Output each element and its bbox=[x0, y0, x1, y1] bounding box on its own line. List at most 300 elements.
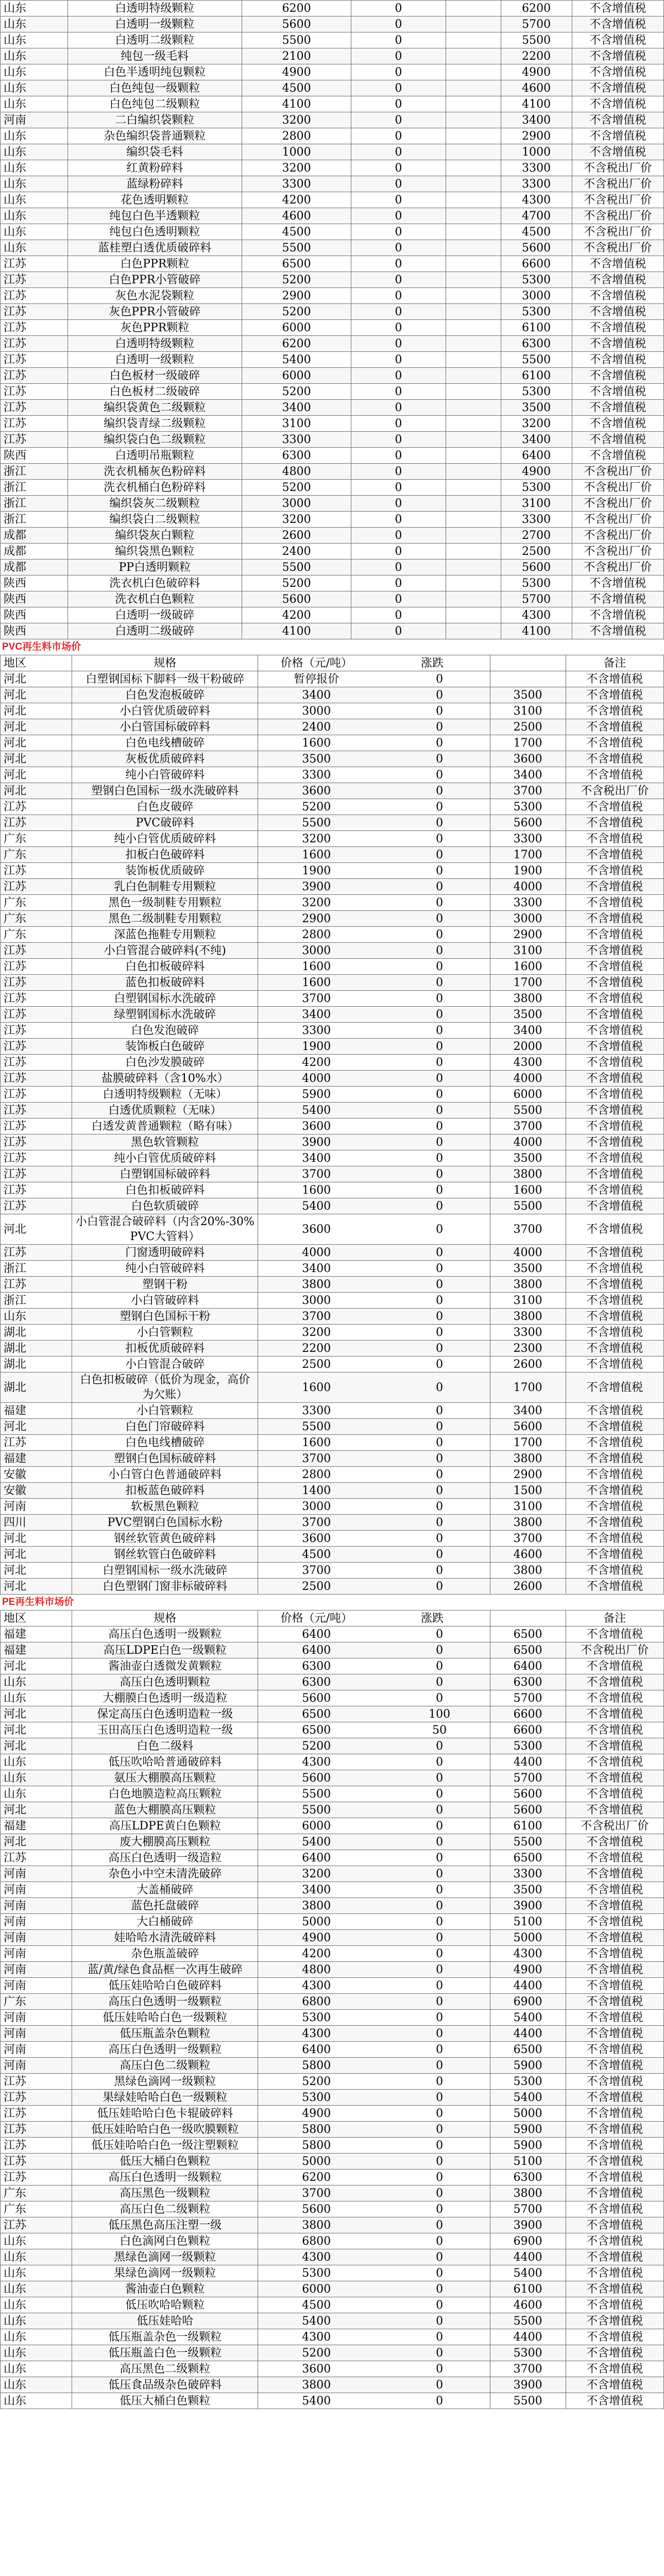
table-row bbox=[1, 144, 664, 160]
column-header-change: 涨跌 bbox=[374, 655, 490, 671]
cell-change: 0 bbox=[389, 1071, 490, 1087]
cell-note: 不含税出厂价 bbox=[572, 528, 663, 544]
cell-region: 河南 bbox=[1, 1898, 72, 1914]
cell-spec: 白透优质颗粒（无味） bbox=[72, 1103, 258, 1118]
cell-low-price: 3400 bbox=[258, 1882, 374, 1898]
cell-region: 江苏 bbox=[1, 400, 68, 416]
table-row bbox=[1, 1055, 664, 1071]
cell-region: 江苏 bbox=[1, 1850, 72, 1866]
cell-spec: 高压白色二级颗粒 bbox=[72, 2058, 258, 2074]
table-row bbox=[1, 2106, 664, 2122]
cell-change: 0 bbox=[389, 1483, 490, 1499]
cell-note: 不含增值税 bbox=[566, 2074, 663, 2090]
cell-gap bbox=[374, 1579, 389, 1595]
cell-low-price: 2600 bbox=[242, 528, 351, 544]
cell-spacer bbox=[446, 192, 501, 208]
cell-note: 不含增值税 bbox=[566, 1914, 663, 1930]
cell-spacer bbox=[446, 336, 501, 352]
table-row bbox=[1, 128, 664, 144]
cell-low-price: 1600 bbox=[258, 847, 374, 863]
table-row bbox=[1, 1309, 664, 1325]
cell-low-price: 3700 bbox=[258, 1309, 374, 1325]
cell-high-price: 3100 bbox=[501, 496, 572, 512]
cell-gap bbox=[374, 1499, 389, 1515]
cell-note: 不含增值税 bbox=[572, 1, 663, 16]
cell-change: 0 bbox=[389, 1245, 490, 1261]
cell-note: 不含税出厂价 bbox=[572, 224, 663, 240]
cell-high-price: 4900 bbox=[501, 64, 572, 80]
cell-change: 0 bbox=[389, 719, 490, 735]
cell-high-price: 6500 bbox=[490, 1626, 566, 1642]
cell-low-price: 3200 bbox=[258, 1325, 374, 1341]
cell-change: 0 bbox=[389, 2329, 490, 2345]
cell-note: 不含增值税 bbox=[572, 96, 663, 112]
table-row bbox=[1, 528, 664, 544]
cell-region: 广东 bbox=[1, 831, 72, 847]
cell-change: 0 bbox=[351, 544, 446, 560]
cell-low-price: 1600 bbox=[258, 735, 374, 751]
cell-region: 广东 bbox=[1, 895, 72, 911]
table-row bbox=[1, 1994, 664, 2010]
cell-spec: PP白透明颗粒 bbox=[67, 560, 242, 575]
cell-high-price: 5300 bbox=[501, 272, 572, 288]
cell-gap bbox=[374, 1882, 389, 1898]
cell-spec: 玉田高压白色透明造粒一级 bbox=[72, 1722, 258, 1738]
cell-spec: 低压食品级杂色破碎料 bbox=[72, 2377, 258, 2393]
cell-change: 0 bbox=[389, 1579, 490, 1595]
cell-change: 0 bbox=[351, 80, 446, 96]
cell-change: 0 bbox=[351, 112, 446, 128]
table-row bbox=[1, 1372, 664, 1403]
table-row bbox=[1, 2233, 664, 2249]
cell-spacer bbox=[446, 144, 501, 160]
cell-gap bbox=[374, 2393, 389, 2409]
cell-gap bbox=[374, 1978, 389, 1994]
cell-gap bbox=[374, 1403, 389, 1419]
table-row bbox=[1, 304, 664, 320]
cell-note: 不含增值税 bbox=[566, 751, 663, 767]
cell-gap bbox=[374, 751, 389, 767]
cell-high-price: 4600 bbox=[501, 80, 572, 96]
cell-change: 0 bbox=[389, 927, 490, 943]
cell-region: 江苏 bbox=[1, 1055, 72, 1071]
cell-spec: 白透明一级颗粒 bbox=[67, 16, 242, 32]
cell-spec: 编织袋灰白颗粒 bbox=[67, 528, 242, 544]
cell-high-price bbox=[490, 671, 566, 687]
cell-low-price: 3200 bbox=[242, 160, 351, 176]
cell-change: 0 bbox=[389, 1898, 490, 1914]
cell-note: 不含增值税 bbox=[566, 1579, 663, 1595]
cell-change: 0 bbox=[351, 560, 446, 575]
cell-change: 0 bbox=[389, 1023, 490, 1039]
cell-gap bbox=[374, 2297, 389, 2313]
cell-spec: 纯小白管破碎料 bbox=[72, 767, 258, 783]
cell-high-price: 3900 bbox=[490, 2377, 566, 2393]
cell-region: 山东 bbox=[1, 2377, 72, 2393]
cell-note: 不含增值税 bbox=[566, 2154, 663, 2170]
cell-low-price: 3700 bbox=[258, 1563, 374, 1579]
cell-low-price: 4300 bbox=[258, 2026, 374, 2042]
cell-low-price: 5200 bbox=[242, 384, 351, 400]
cell-region: 河南 bbox=[1, 2042, 72, 2058]
cell-spacer bbox=[446, 480, 501, 496]
cell-spec: 白塑钢国标一级水洗破碎 bbox=[72, 1563, 258, 1579]
cell-spec: 钢丝软管黄色破碎料 bbox=[72, 1531, 258, 1547]
column-header-region: 地区 bbox=[1, 655, 72, 671]
cell-high-price: 6100 bbox=[490, 2281, 566, 2297]
cell-low-price: 3200 bbox=[258, 1866, 374, 1882]
cell-region: 江苏 bbox=[1, 256, 68, 272]
cell-note: 不含增值税 bbox=[572, 448, 663, 464]
cell-gap bbox=[374, 767, 389, 783]
cell-high-price: 5700 bbox=[490, 2201, 566, 2217]
cell-region: 山东 bbox=[1, 192, 68, 208]
cell-high-price: 5600 bbox=[490, 1419, 566, 1435]
cell-low-price: 4900 bbox=[258, 1930, 374, 1946]
cell-low-price: 5600 bbox=[242, 16, 351, 32]
cell-change: 0 bbox=[389, 783, 490, 799]
cell-region: 河北 bbox=[1, 1214, 72, 1245]
cell-gap bbox=[374, 1372, 389, 1403]
cell-high-price: 3800 bbox=[490, 1166, 566, 1182]
cell-gap bbox=[374, 1435, 389, 1451]
cell-high-price: 3400 bbox=[501, 432, 572, 448]
table-row bbox=[1, 1978, 664, 1994]
cell-note: 不含税出厂价 bbox=[572, 160, 663, 176]
table-row bbox=[1, 975, 664, 991]
pvc-section-title: PVC再生料市场价 bbox=[2, 641, 81, 652]
cell-region: 山东 bbox=[1, 80, 68, 96]
cell-spec: 白色PPR颗粒 bbox=[67, 256, 242, 272]
cell-low-price: 3200 bbox=[242, 512, 351, 528]
table-row bbox=[1, 400, 664, 416]
cell-region: 江苏 bbox=[1, 1087, 72, 1103]
table-row bbox=[1, 1451, 664, 1467]
cell-high-price: 6500 bbox=[490, 1850, 566, 1866]
cell-note: 不含增值税 bbox=[566, 1325, 663, 1341]
table-row bbox=[1, 512, 664, 528]
cell-spec: 灰板优质破碎料 bbox=[72, 751, 258, 767]
cell-region: 河南 bbox=[1, 1946, 72, 1962]
table-row bbox=[1, 1834, 664, 1850]
table-row bbox=[1, 2042, 664, 2058]
cell-gap bbox=[374, 1419, 389, 1435]
cell-low-price: 2400 bbox=[242, 544, 351, 560]
cell-low-price: 6200 bbox=[242, 1, 351, 16]
cell-note: 不含增值税 bbox=[566, 735, 663, 751]
cell-high-price: 6300 bbox=[501, 336, 572, 352]
cell-region: 江苏 bbox=[1, 799, 72, 815]
cell-change: 0 bbox=[351, 304, 446, 320]
cell-spec: 绿塑钢国标水洗破碎 bbox=[72, 1007, 258, 1023]
cell-low-price: 2900 bbox=[242, 288, 351, 304]
cell-gap bbox=[374, 703, 389, 719]
cell-change: 0 bbox=[351, 623, 446, 639]
cell-spec: 大盖桶破碎 bbox=[72, 1882, 258, 1898]
cell-gap bbox=[374, 959, 389, 975]
cell-region: 河北 bbox=[1, 1531, 72, 1547]
cell-low-price: 3700 bbox=[258, 1166, 374, 1182]
table-row bbox=[1, 2074, 664, 2090]
cell-gap bbox=[374, 2265, 389, 2281]
cell-change: 0 bbox=[389, 1770, 490, 1786]
cell-high-price: 5400 bbox=[490, 2010, 566, 2026]
cell-gap bbox=[374, 1325, 389, 1341]
cell-change: 0 bbox=[389, 1261, 490, 1277]
cell-region: 陕西 bbox=[1, 623, 68, 639]
cell-gap bbox=[374, 1626, 389, 1642]
cell-high-price: 6900 bbox=[490, 1994, 566, 2010]
cell-low-price: 3400 bbox=[258, 1261, 374, 1277]
table-row bbox=[1, 352, 664, 368]
cell-change: 0 bbox=[351, 400, 446, 416]
cell-note: 不含税出厂价 bbox=[572, 464, 663, 480]
cell-low-price: 4300 bbox=[258, 2249, 374, 2265]
cell-spec: 小白管白色普通破碎料 bbox=[72, 1467, 258, 1483]
table-row bbox=[1, 1419, 664, 1435]
cell-high-price: 1700 bbox=[490, 1372, 566, 1403]
cell-gap bbox=[374, 1531, 389, 1547]
cell-spec: 杂色编织袋普通颗粒 bbox=[67, 128, 242, 144]
cell-spacer bbox=[446, 128, 501, 144]
cell-region: 浙江 bbox=[1, 480, 68, 496]
cell-gap bbox=[374, 1055, 389, 1071]
cell-spacer bbox=[446, 48, 501, 64]
table-row bbox=[1, 48, 664, 64]
cell-spec: 白色纯包一级颗粒 bbox=[67, 80, 242, 96]
cell-change: 0 bbox=[389, 2026, 490, 2042]
table-row bbox=[1, 607, 664, 623]
cell-change: 0 bbox=[389, 2042, 490, 2058]
cell-low-price: 2400 bbox=[258, 719, 374, 735]
table-row bbox=[1, 1531, 664, 1547]
cell-change: 0 bbox=[351, 496, 446, 512]
table-row bbox=[1, 256, 664, 272]
cell-change: 0 bbox=[389, 831, 490, 847]
cell-spacer bbox=[446, 208, 501, 224]
cell-gap bbox=[374, 783, 389, 799]
cell-spec: 小白管国标破碎料 bbox=[72, 719, 258, 735]
cell-gap bbox=[374, 1451, 389, 1467]
cell-note: 不含增值税 bbox=[566, 2265, 663, 2281]
cell-spec: 蓝色大棚膜高压颗粒 bbox=[72, 1802, 258, 1818]
cell-high-price: 3800 bbox=[490, 1451, 566, 1467]
table-row bbox=[1, 480, 664, 496]
cell-change: 0 bbox=[351, 128, 446, 144]
cell-high-price: 2300 bbox=[490, 1341, 566, 1357]
table-row bbox=[1, 544, 664, 560]
cell-note: 不含增值税 bbox=[566, 1198, 663, 1214]
table-row bbox=[1, 1850, 664, 1866]
cell-change: 0 bbox=[389, 1563, 490, 1579]
table-row bbox=[1, 623, 664, 639]
cell-gap bbox=[374, 1039, 389, 1055]
table-row bbox=[1, 2217, 664, 2233]
cell-change: 50 bbox=[389, 1722, 490, 1738]
cell-spec: 高压白色二级颗粒 bbox=[72, 2201, 258, 2217]
cell-spec: 高压LDPE白色一级颗粒 bbox=[72, 1642, 258, 1658]
cell-high-price: 6300 bbox=[490, 2170, 566, 2185]
cell-spec: 高压白色透明一级颗粒 bbox=[72, 2170, 258, 2185]
cell-region: 山东 bbox=[1, 144, 68, 160]
cell-high-price: 4300 bbox=[490, 1055, 566, 1071]
cell-low-price: 5200 bbox=[258, 2345, 374, 2361]
cell-spec: 小白管颗粒 bbox=[72, 1403, 258, 1419]
cell-high-price: 1600 bbox=[490, 959, 566, 975]
table-row bbox=[1, 2297, 664, 2313]
cell-region: 山东 bbox=[1, 176, 68, 192]
cell-spec: 洗衣机桶白色粉碎料 bbox=[67, 480, 242, 496]
table-row bbox=[1, 496, 664, 512]
cell-spec: PVC破碎料 bbox=[72, 815, 258, 831]
table-row bbox=[1, 2010, 664, 2026]
cell-spacer bbox=[446, 224, 501, 240]
cell-spacer bbox=[446, 512, 501, 528]
cell-change: 0 bbox=[389, 2313, 490, 2329]
cell-note: 不含增值税 bbox=[572, 144, 663, 160]
cell-high-price: 3100 bbox=[490, 703, 566, 719]
cell-high-price: 3000 bbox=[501, 288, 572, 304]
table-row bbox=[1, 1547, 664, 1563]
cell-gap bbox=[374, 1214, 389, 1245]
table-row bbox=[1, 703, 664, 719]
cell-change: 0 bbox=[389, 1403, 490, 1419]
table-row bbox=[1, 2058, 664, 2074]
cell-note: 不含增值税 bbox=[572, 256, 663, 272]
cell-gap bbox=[374, 1023, 389, 1039]
cell-region: 湖北 bbox=[1, 1372, 72, 1403]
cell-low-price: 4600 bbox=[242, 208, 351, 224]
cell-gap bbox=[374, 2313, 389, 2329]
cell-change: 0 bbox=[389, 2281, 490, 2297]
cell-spec: 扣板蓝色破碎料 bbox=[72, 1483, 258, 1499]
cell-region: 江苏 bbox=[1, 2122, 72, 2138]
cell-change: 0 bbox=[389, 735, 490, 751]
cell-change: 0 bbox=[389, 1642, 490, 1658]
cell-note: 不含增值税 bbox=[566, 847, 663, 863]
table-row bbox=[1, 1435, 664, 1451]
cell-high-price: 3800 bbox=[490, 991, 566, 1007]
cell-change: 0 bbox=[389, 1786, 490, 1802]
cell-spec: 白透明一级破碎 bbox=[67, 607, 242, 623]
cell-spacer bbox=[446, 64, 501, 80]
cell-high-price: 2600 bbox=[490, 1357, 566, 1372]
cell-low-price: 1400 bbox=[258, 1483, 374, 1499]
table-row bbox=[1, 991, 664, 1007]
cell-high-price: 3500 bbox=[501, 400, 572, 416]
cell-region: 山东 bbox=[1, 128, 68, 144]
cell-region: 河南 bbox=[1, 1978, 72, 1994]
cell-low-price: 5400 bbox=[258, 2393, 374, 2409]
cell-note: 不含增值税 bbox=[566, 1706, 663, 1722]
cell-low-price: 4800 bbox=[258, 1962, 374, 1978]
cell-change: 0 bbox=[389, 1325, 490, 1341]
cell-high-price: 3700 bbox=[490, 1214, 566, 1245]
cell-spec: 编织袋灰二级颗粒 bbox=[67, 496, 242, 512]
cell-spec: 酱油壶白色颗粒 bbox=[72, 2281, 258, 2297]
table-row bbox=[1, 1946, 664, 1962]
cell-spec: 扣板优质破碎料 bbox=[72, 1341, 258, 1357]
cell-change: 0 bbox=[389, 1055, 490, 1071]
cell-change: 0 bbox=[389, 2122, 490, 2138]
table-row bbox=[1, 1134, 664, 1150]
cell-note: 不含增值税 bbox=[566, 1182, 663, 1198]
cell-high-price: 5000 bbox=[490, 1930, 566, 1946]
cell-low-price: 6500 bbox=[258, 1722, 374, 1738]
cell-spec: 洗衣机白色破碎料 bbox=[67, 575, 242, 591]
cell-change: 0 bbox=[351, 591, 446, 607]
cell-region: 河南 bbox=[1, 1962, 72, 1978]
cell-note: 不含增值税 bbox=[566, 1930, 663, 1946]
cell-low-price: 2500 bbox=[258, 1579, 374, 1595]
table-row bbox=[1, 464, 664, 480]
cell-low-price: 5200 bbox=[242, 304, 351, 320]
cell-low-price: 6500 bbox=[258, 1706, 374, 1722]
table-row bbox=[1, 1898, 664, 1914]
cell-high-price: 3100 bbox=[490, 1499, 566, 1515]
cell-note: 不含增值税 bbox=[566, 1150, 663, 1166]
cell-spec: 高压白色透明颗粒 bbox=[72, 1674, 258, 1690]
cell-spec: 果绿娃哈哈白色一级颗粒 bbox=[72, 2090, 258, 2106]
cell-low-price: 5300 bbox=[258, 2010, 374, 2026]
cell-low-price: 2800 bbox=[242, 128, 351, 144]
cell-gap bbox=[374, 1706, 389, 1722]
table-row bbox=[1, 336, 664, 352]
cell-gap bbox=[374, 671, 389, 687]
table-row bbox=[1, 2201, 664, 2217]
cell-region: 山东 bbox=[1, 48, 68, 64]
cell-spacer bbox=[446, 320, 501, 336]
cell-spec: 编织袋白二级颗粒 bbox=[67, 512, 242, 528]
table-row bbox=[1, 1166, 664, 1182]
cell-spec: 白色塑钢门窗非标破碎料 bbox=[72, 1579, 258, 1595]
cell-high-price: 4600 bbox=[490, 2297, 566, 2313]
cell-region: 山东 bbox=[1, 2345, 72, 2361]
cell-low-price: 4500 bbox=[242, 80, 351, 96]
cell-region: 山东 bbox=[1, 2249, 72, 2265]
cell-low-price: 3300 bbox=[258, 1023, 374, 1039]
cell-low-price: 2800 bbox=[258, 1467, 374, 1483]
cell-high-price: 5300 bbox=[490, 2074, 566, 2090]
cell-high-price: 3400 bbox=[490, 1403, 566, 1419]
cell-region: 河北 bbox=[1, 1834, 72, 1850]
cell-spec: 白透明一级颗粒 bbox=[67, 352, 242, 368]
cell-change: 0 bbox=[351, 16, 446, 32]
cell-change: 0 bbox=[351, 160, 446, 176]
cell-spec: 高压黑色一级颗粒 bbox=[72, 2185, 258, 2201]
cell-region: 山东 bbox=[1, 32, 68, 48]
cell-spec: 低压瓶盖杂色颗粒 bbox=[72, 2026, 258, 2042]
table-row bbox=[1, 1930, 664, 1946]
cell-gap bbox=[374, 2074, 389, 2090]
cell-region: 四川 bbox=[1, 1515, 72, 1531]
cell-spec: 白色扣板破碎料 bbox=[72, 1182, 258, 1198]
cell-change: 0 bbox=[351, 272, 446, 288]
cell-low-price: 5200 bbox=[258, 799, 374, 815]
cell-change: 0 bbox=[351, 240, 446, 256]
cell-note: 不含增值税 bbox=[566, 1738, 663, 1754]
cell-gap bbox=[374, 975, 389, 991]
cell-region: 山东 bbox=[1, 208, 68, 224]
cell-region: 江苏 bbox=[1, 1198, 72, 1214]
cell-region: 河北 bbox=[1, 1738, 72, 1754]
cell-region: 江苏 bbox=[1, 959, 72, 975]
cell-gap bbox=[374, 2106, 389, 2122]
cell-high-price: 1700 bbox=[490, 847, 566, 863]
cell-low-price: 3900 bbox=[258, 1134, 374, 1150]
cell-spacer bbox=[446, 496, 501, 512]
cell-note: 不含增值税 bbox=[566, 879, 663, 895]
